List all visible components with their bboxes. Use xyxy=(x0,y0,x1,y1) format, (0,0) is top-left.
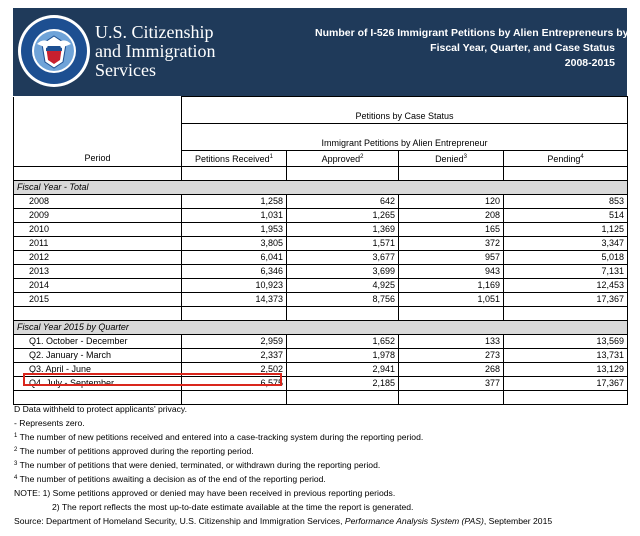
source-note: Source: Department of Homeland Security, U.S. Citizenship and Immigration Services, Performance Analysis System (PAS), September 2015 xyxy=(14,516,553,526)
note-d: D Data withheld to protect applicants' privacy. xyxy=(14,404,187,414)
table-row: 2009 1,031 1,265 208 514 xyxy=(14,209,628,223)
table-row: 2014 10,923 4,925 1,169 12,453 xyxy=(14,279,628,293)
table-row: Q2. January - March 2,337 1,978 273 13,731 xyxy=(14,349,628,363)
table-row: 2015 14,373 8,756 1,051 17,367 xyxy=(14,293,628,307)
report-title-line-3: 2008-2015 xyxy=(564,57,615,69)
footnote-2: $^2$ The number of petitions approved during the reporting period. xyxy=(14,446,254,456)
agency-line-2: and Immigration xyxy=(95,41,216,61)
table-row: 2013 6,346 3,699 943 7,131 xyxy=(14,265,628,279)
table-row: Q1. October - December 2,959 1,652 133 13,569 xyxy=(14,335,628,349)
note-2: 2) The report reflects the most up-to-date estimate available at the time the report is generated. xyxy=(52,502,414,512)
agency-line-1: U.S. Citizenship xyxy=(95,22,214,42)
period-header: Period xyxy=(14,151,182,167)
q4-highlight-box xyxy=(23,373,282,386)
column-header: Petitions Received$^1$ xyxy=(182,151,287,167)
sub-header: Immigrant Petitions by Alien Entrepreneur xyxy=(182,137,628,151)
table-row: Q4. July - September 6,575 2,185 377 17,367 xyxy=(14,377,628,391)
petitions-table xyxy=(13,96,628,405)
dhs-seal-icon xyxy=(17,14,91,88)
note-1: NOTE: 1) Some petitions approved or denied may have been received in previous reporting periods. xyxy=(14,488,396,498)
report-title-line-1: Number of I-526 Immigrant Petitions by Alien Entrepreneurs by xyxy=(315,27,629,39)
report-title xyxy=(315,26,629,71)
note-zero: - Represents zero. xyxy=(14,418,85,428)
group-header: Petitions by Case Status xyxy=(182,110,628,124)
column-header: Denied$^3$ xyxy=(399,151,504,167)
column-header: Pending$^4$ xyxy=(504,151,628,167)
section-header: Fiscal Year 2015 by Quarter xyxy=(14,321,628,335)
footnote-4: $^4$ The number of petitions awaiting a decision as of the end of the reporting period. xyxy=(14,474,326,484)
table-row: 2010 1,953 1,369 165 1,125 xyxy=(14,223,628,237)
footnotes xyxy=(14,402,634,528)
header-banner xyxy=(13,8,627,96)
table-row: 2011 3,805 1,571 372 3,347 xyxy=(14,237,628,251)
table-row: 2008 1,258 642 120 853 xyxy=(14,195,628,209)
section-header: Fiscal Year - Total xyxy=(14,181,628,195)
column-header: Approved$^2$ xyxy=(287,151,399,167)
agency-name xyxy=(95,23,215,80)
table-row: 2012 6,041 3,677 957 5,018 xyxy=(14,251,628,265)
footnote-1: $^1$ The number of new petitions received and entered into a case-tracking system during the reporting period. xyxy=(14,432,424,442)
agency-line-3: Services xyxy=(95,60,156,80)
footnote-3: $^3$ The number of petitions that were denied, terminated, or withdrawn during the reporting period. xyxy=(14,460,381,470)
report-title-line-2: Fiscal Year, Quarter, and Case Status xyxy=(430,42,615,54)
table-row: Q3. April - June 2,502 2,941 268 13,129 xyxy=(14,363,628,377)
